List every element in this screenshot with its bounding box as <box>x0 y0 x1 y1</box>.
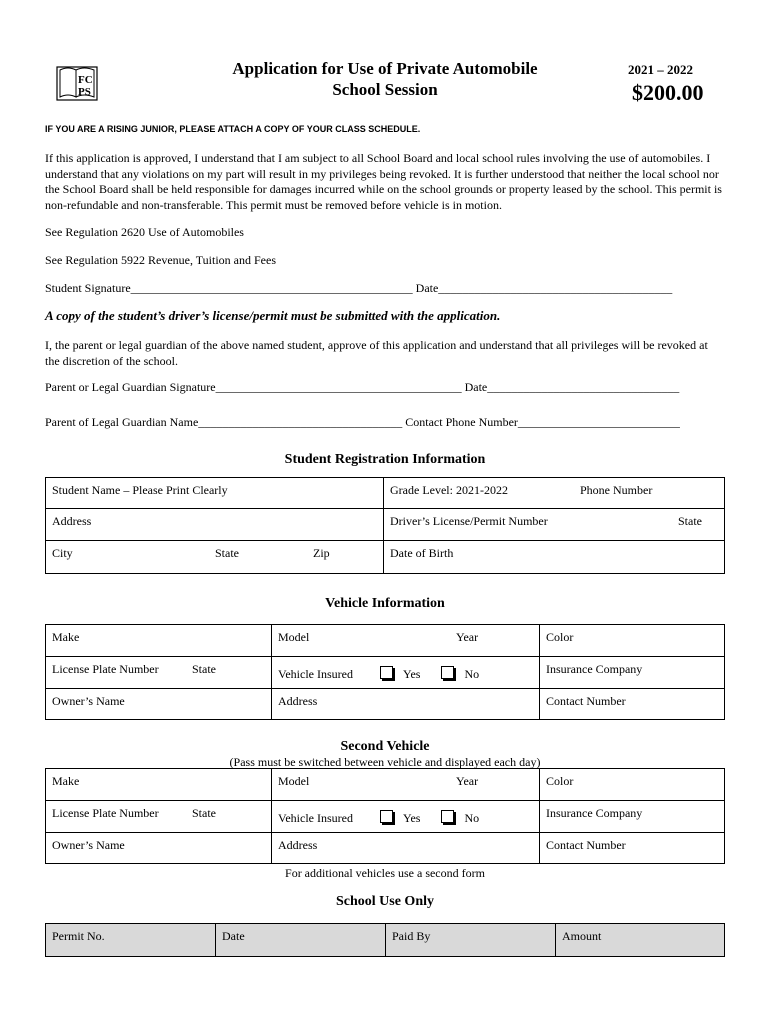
plate-label: License Plate Number <box>52 662 159 676</box>
second-yes-label: Yes <box>402 811 421 825</box>
second-plate-state-label: State <box>192 806 216 820</box>
make-field[interactable] <box>46 625 272 657</box>
regulation-5922: See Regulation 5922 Revenue, Tuition and Fees <box>45 253 276 267</box>
second-insured-no-checkbox[interactable] <box>441 810 454 823</box>
paid-by-label: Paid By <box>392 929 431 943</box>
parent-signature-line[interactable]: Parent or Legal Guardian Signature_________________________________________ Date________________________________ <box>45 380 680 394</box>
school-use-heading: School Use Only <box>335 894 434 909</box>
svg-text:FC: FC <box>78 74 93 86</box>
second-model-year-field[interactable] <box>272 769 540 801</box>
second-plate-field[interactable] <box>46 801 272 833</box>
amount-field[interactable] <box>556 924 725 957</box>
second-insurance-company-label: Insurance Company <box>546 806 643 820</box>
owner-address-label: Address <box>278 694 318 708</box>
contact-number-label: Contact Number <box>546 694 626 708</box>
school-year: 2021 – 2022 <box>628 62 693 77</box>
second-contact-number-field[interactable] <box>540 833 725 864</box>
second-insured-label: Vehicle Insured <box>278 811 353 825</box>
second-insured-field <box>272 801 540 833</box>
permit-number-field[interactable] <box>46 924 216 957</box>
license-number-label: Driver’s License/Permit Number <box>390 514 548 528</box>
model-label: Model <box>278 630 310 644</box>
second-owner-label: Owner’s Name <box>52 838 125 852</box>
dob-label: Date of Birth <box>390 546 454 560</box>
second-make-field[interactable] <box>46 769 272 801</box>
second-model-label: Model <box>278 774 310 788</box>
city-label: City <box>52 546 73 560</box>
model-year-field[interactable] <box>272 625 540 657</box>
second-insurance-company-field[interactable] <box>540 801 725 833</box>
second-no-label: No <box>464 811 480 825</box>
second-owner-field[interactable] <box>46 833 272 864</box>
insurance-company-label: Insurance Company <box>546 662 643 676</box>
agreement-paragraph: If this application is approved, I understand that I am subject to all School Board and local school rules involving the use of automobiles. I understand that any violations on my part will result in my privileges being revoked. It is further understood that neither the local school nor the School Board shall be held responsible for damages incurred while on the school grounds or property leased by the school. This permit is non-refundable and non-transferable. This permit must be removed before vehicle is in motion. <box>45 151 722 212</box>
second-owner-address-field[interactable] <box>272 833 540 864</box>
page-title <box>170 58 600 100</box>
phone-number-label: Phone Number <box>580 483 653 497</box>
parent-approval-paragraph: I, the parent or legal guardian of the above named student, approve of this application and understand that all privileges will be revoked at the discretion of the school. <box>45 338 708 368</box>
color-label: Color <box>546 630 574 644</box>
insured-field <box>272 657 540 689</box>
student-name-field[interactable] <box>46 478 384 509</box>
svg-text:PS: PS <box>78 86 91 98</box>
student-signature-line[interactable]: Student Signature_______________________________________________ Date_______________________________________ <box>45 281 673 295</box>
student-registration-heading: Student Registration Information <box>284 452 486 467</box>
state-label: State <box>215 546 239 560</box>
license-state-label: State <box>678 514 702 528</box>
fcps-logo <box>56 64 100 102</box>
yes-label: Yes <box>402 667 421 681</box>
title-line-2: School Session <box>332 80 438 99</box>
year-label: Year <box>456 630 479 644</box>
contact-number-field[interactable] <box>540 689 725 720</box>
regulation-2620: See Regulation 2620 Use of Automobiles <box>45 225 244 239</box>
vehicle-info-table <box>45 624 725 720</box>
title-line-1: Application for Use of Private Automobile <box>232 59 538 78</box>
second-owner-address-label: Address <box>278 838 318 852</box>
address-field[interactable] <box>46 509 384 541</box>
amount-label: Amount <box>562 929 602 943</box>
permit-price: $200.00 <box>632 80 704 105</box>
color-field[interactable] <box>540 625 725 657</box>
school-use-table <box>45 923 725 957</box>
junior-notice: IF YOU ARE A RISING JUNIOR, PLEASE ATTACH A COPY OF YOUR CLASS SCHEDULE. <box>45 124 421 134</box>
second-make-label: Make <box>52 774 80 788</box>
license-copy-notice: A copy of the student’s driver’s license/permit must be submitted with the application. <box>45 308 501 323</box>
plate-state-label: State <box>192 662 216 676</box>
additional-vehicles-note: For additional vehicles use a second form <box>285 866 485 880</box>
zip-label: Zip <box>313 546 330 560</box>
date-label: Date <box>222 929 245 943</box>
grade-level-label: Grade Level: 2021-2022 <box>390 483 508 497</box>
second-year-label: Year <box>456 774 479 788</box>
permit-number-label: Permit No. <box>52 929 105 943</box>
parent-name-line[interactable]: Parent of Legal Guardian Name__________________________________ Contact Phone Number___________________________ <box>45 415 680 429</box>
vehicle-info-heading: Vehicle Information <box>325 596 445 611</box>
second-insured-yes-checkbox[interactable] <box>380 810 393 823</box>
insured-label: Vehicle Insured <box>278 667 353 681</box>
make-label: Make <box>52 630 80 644</box>
second-vehicle-table <box>45 768 725 864</box>
second-vehicle-note: (Pass must be switched between vehicle and displayed each day) <box>229 755 541 769</box>
second-color-label: Color <box>546 774 574 788</box>
owner-field[interactable] <box>46 689 272 720</box>
second-plate-label: License Plate Number <box>52 806 159 820</box>
owner-address-field[interactable] <box>272 689 540 720</box>
no-label: No <box>464 667 480 681</box>
book-logo-icon <box>56 64 100 102</box>
plate-field[interactable] <box>46 657 272 689</box>
insurance-company-field[interactable] <box>540 657 725 689</box>
owner-label: Owner’s Name <box>52 694 125 708</box>
insured-yes-checkbox[interactable] <box>380 666 393 679</box>
student-name-label: Student Name – Please Print Clearly <box>52 483 228 497</box>
second-contact-number-label: Contact Number <box>546 838 626 852</box>
second-vehicle-heading: Second Vehicle <box>340 739 430 754</box>
second-color-field[interactable] <box>540 769 725 801</box>
city-state-zip-field[interactable] <box>46 541 384 574</box>
insured-no-checkbox[interactable] <box>441 666 454 679</box>
paid-by-field[interactable] <box>386 924 556 957</box>
grade-phone-field[interactable] <box>384 478 725 509</box>
date-field[interactable] <box>216 924 386 957</box>
address-label: Address <box>52 514 92 528</box>
dob-field[interactable] <box>384 541 725 574</box>
student-registration-table <box>45 477 725 574</box>
license-number-field[interactable] <box>384 509 725 541</box>
